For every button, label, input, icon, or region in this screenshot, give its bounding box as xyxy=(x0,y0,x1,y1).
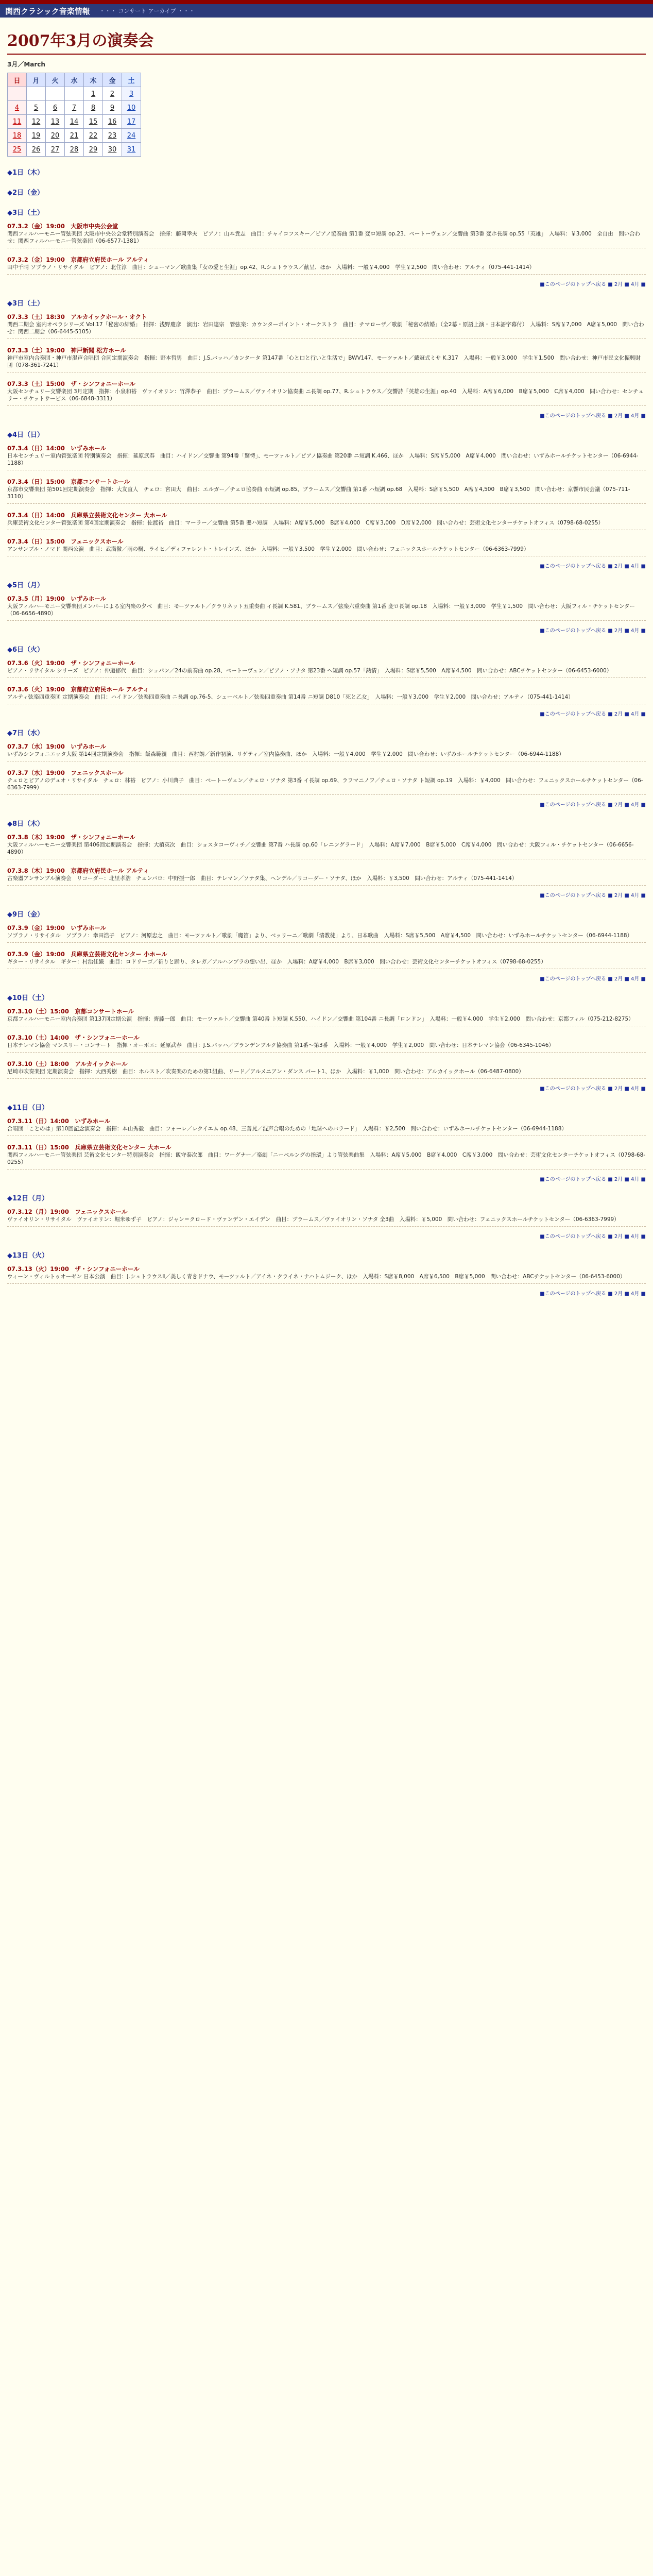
concert-entry xyxy=(7,657,646,678)
concert-details: いずみシンフォニエッタ大阪 第14回定期演奏会 指揮：飯森範親 曲目：西村朗／新作初演、リゲティ／室内協奏曲、ほか 入場料：一般￥4,000 学生￥2,000 問い合わせ：いずみホールチケットセンター（06-6944-1188） xyxy=(7,751,564,757)
calendar-day[interactable] xyxy=(84,115,103,129)
calendar-day[interactable] xyxy=(122,143,141,157)
calendar-day[interactable] xyxy=(84,87,103,101)
back-to-top-links[interactable]: ■このページのトップへ戻る ■ 2月 ■ 4月 ■ xyxy=(540,1086,646,1092)
concert-heading: 07.3.4（日）15:00 フェニックスホール xyxy=(7,538,124,545)
concert-heading: 07.3.9（金）19:00 兵庫県立芸術文化センター 小ホール xyxy=(7,951,167,958)
calendar-day-link[interactable]: 19 xyxy=(31,131,41,140)
calendar-day-link[interactable]: 14 xyxy=(70,117,79,126)
calendar-day[interactable] xyxy=(46,129,65,143)
concert-entry xyxy=(7,831,646,859)
concert-entry xyxy=(7,683,646,704)
date-heading: ◆3日（土） xyxy=(7,209,44,217)
entry-divider xyxy=(7,338,646,339)
concert-entry xyxy=(7,592,646,621)
concert-heading: 07.3.9（金）19:00 いずみホール xyxy=(7,924,107,931)
date-heading: ◆6日（火） xyxy=(7,646,44,654)
calendar-day[interactable] xyxy=(8,129,27,143)
concert-heading: 07.3.7（水）19:00 フェニックスホール xyxy=(7,769,124,776)
calendar-day-link[interactable]: 24 xyxy=(127,131,136,140)
calendar-day[interactable] xyxy=(27,101,46,115)
back-to-top-links[interactable]: ■このページのトップへ戻る ■ 2月 ■ 4月 ■ xyxy=(540,893,646,899)
calendar-day-link[interactable]: 16 xyxy=(108,117,117,126)
concert-details: 日本センチュリー室内管弦楽団 特別演奏会 指揮：延原武春 曲目：ハイドン／交響曲 第94番「驚愕」、モーツァルト／ピアノ協奏曲 第20番 ニ短調 K.466、ほか 入場料：S席￥5,000 A席￥4,000 問い合わせ：いずみホールチケットセンター（06-6944-1188） xyxy=(7,453,639,466)
calendar-day-link[interactable]: 30 xyxy=(108,145,117,154)
concert-entry xyxy=(7,220,646,248)
calendar-day-link[interactable]: 8 xyxy=(91,104,96,112)
calendar-day-link[interactable]: 26 xyxy=(31,145,41,154)
back-to-top-links[interactable]: ■このページのトップへ戻る ■ 2月 ■ 4月 ■ xyxy=(540,413,646,419)
concert-details: アルティ弦楽四重奏団 定期演奏会 曲目：ハイドン／弦楽四重奏曲 ニ長調 op.76-5、シューベルト／弦楽四重奏曲 第14番 ニ短調 D810「死と乙女」 入場料：一般￥3,000 学生￥2,000 問い合わせ：アルティ（075-441-1414） xyxy=(7,694,574,700)
calendar-day-link[interactable]: 13 xyxy=(50,117,60,126)
concert-details: 合唱団「ことのは」第10回記念演奏会 指揮：本山秀毅 曲目：フォーレ／レクイエム op.48、三善晃／混声合唱のための「地球へのバラード」 入場料：￥2,500 問い合わせ：いずみホールチケットセンター（06-6944-1188） xyxy=(7,1126,567,1132)
entry-divider xyxy=(7,794,646,795)
date-heading: ◆3日（土） xyxy=(7,300,44,308)
concert-heading: 07.3.8（木）19:00 京都府立府民ホール アルティ xyxy=(7,867,149,874)
concert-entry xyxy=(7,1206,646,1227)
calendar-week-row xyxy=(8,115,141,129)
back-to-top-links[interactable]: ■このページのトップへ戻る ■ 2月 ■ 4月 ■ xyxy=(540,711,646,717)
calendar-day-link[interactable]: 11 xyxy=(12,117,22,126)
calendar-day[interactable] xyxy=(103,129,122,143)
back-to-top-links[interactable]: ■このページのトップへ戻る ■ 2月 ■ 4月 ■ xyxy=(540,564,646,569)
calendar-week-row xyxy=(8,101,141,115)
concert-details: 神戸市室内合奏団・神戸市混声合唱団 合同定期演奏会 指揮：野本哲男 曲目：J.S.バッハ／カンタータ 第147番「心と口と行いと生活で」BWV147、モーツァルト／戴冠式ミサ K.317 入場料：一般￥3,000 学生￥1,500 問い合わせ：神戸市民文化振興財団（078-361-7241） xyxy=(7,355,641,368)
concert-entry xyxy=(7,1005,646,1026)
concert-entry xyxy=(7,1031,646,1053)
calendar-day-link[interactable]: 9 xyxy=(110,104,115,112)
calendar-day[interactable] xyxy=(8,115,27,129)
concert-details: ウィーン・ヴィルトゥオーゼン 日本公演 曲目：J.シュトラウスⅡ／美しく青きドナウ、モーツァルト／アイネ・クライネ・ナハトムジーク、ほか 入場料：S席￥8,000 A席￥6,500 B席￥5,000 問い合わせ：ABCチケットセンター（06-6453-6000） xyxy=(7,1274,626,1280)
calendar-week-row xyxy=(8,143,141,157)
back-to-top-links[interactable]: ■このページのトップへ戻る ■ 2月 ■ 4月 ■ xyxy=(540,1177,646,1182)
entry-divider xyxy=(7,503,646,504)
concert-heading: 07.3.10（土）14:00 ザ・シンフォニーホール xyxy=(7,1034,140,1041)
calendar-day-link[interactable]: 18 xyxy=(12,131,22,140)
concert-heading: 07.3.13（火）19:00 ザ・シンフォニーホール xyxy=(7,1265,140,1273)
calendar-day[interactable] xyxy=(103,143,122,157)
concert-details: ヴァイオリン・リサイタル ヴァイオリン：堀米ゆず子 ピアノ：ジャン＝クロード・ヴァンデン・エイデン 曲目：ブラームス／ヴァイオリン・ソナタ 全3曲 入場料：￥5,000 問い合わせ：フェニックスホールチケットセンター（06-6363-7999） xyxy=(7,1216,620,1223)
title-divider xyxy=(7,54,646,55)
concert-entry xyxy=(7,865,646,886)
back-to-top-links[interactable]: ■このページのトップへ戻る ■ 2月 ■ 4月 ■ xyxy=(540,1291,646,1297)
month-label: 3月／March xyxy=(7,61,45,68)
calendar-day-link[interactable]: 3 xyxy=(129,90,134,98)
calendar-day xyxy=(27,87,46,101)
calendar-day-link[interactable]: 1 xyxy=(91,90,96,98)
date-heading[interactable]: ◆2日（金） xyxy=(7,189,44,197)
calendar-day-link[interactable]: 29 xyxy=(89,145,98,154)
date-heading: ◆13日（火） xyxy=(7,1252,49,1260)
concert-details: ソプラノ・リサイタル ソプラノ：幸田浩子 ピアノ：河原忠之 曲目：モーツァルト／歌劇「魔笛」より、ベッリーニ／歌劇「清教徒」より、日本歌曲 入場料：S席￥5,500 A席￥4,500 問い合わせ：いずみホールチケットセンター（06-6944-1188） xyxy=(7,933,633,939)
concert-details: 日本テレマン協会 マンスリー・コンサート 指揮・オーボエ：延原武春 曲目：J.S.バッハ／ブランデンブルク協奏曲 第1番～第3番 入場料：一般￥4,000 学生￥2,000 問い合わせ：日本テレマン協会（06-6345-1046） xyxy=(7,1042,554,1048)
site-header xyxy=(0,4,653,18)
concert-heading: 07.3.6（火）19:00 ザ・シンフォニーホール xyxy=(7,659,135,667)
calendar-day[interactable] xyxy=(122,115,141,129)
entry-divider xyxy=(7,1169,646,1170)
calendar-day[interactable] xyxy=(84,101,103,115)
concert-heading: 07.3.8（木）19:00 ザ・シンフォニーホール xyxy=(7,834,135,841)
concert-heading: 07.3.4（日）14:00 兵庫県立芸術文化センター 大ホール xyxy=(7,512,167,519)
concert-details: チェロとピアノのデュオ・リサイタル チェロ：林裕 ピアノ：小川典子 曲目：ベートーヴェン／チェロ・ソナタ 第3番 イ長調 op.69、ラフマニノフ／チェロ・ソナタ ト短調 op.19 入場料：￥4,000 問い合わせ：フェニックスホールチケットセンター（06-6363-7999） xyxy=(7,777,643,791)
calendar-day[interactable] xyxy=(65,129,84,143)
calendar-day[interactable] xyxy=(8,101,27,115)
calendar-day xyxy=(46,87,65,101)
concert-heading: 07.3.4（日）15:00 京都コンサートホール xyxy=(7,478,130,485)
entry-divider xyxy=(7,942,646,943)
page-title: 2007年3月の演奏会 xyxy=(7,32,154,50)
calendar-day[interactable] xyxy=(8,143,27,157)
concert-heading: 07.3.4（日）14:00 いずみホール xyxy=(7,445,107,452)
calendar-day xyxy=(8,87,27,101)
entry-divider xyxy=(7,1283,646,1284)
calendar-day[interactable] xyxy=(27,143,46,157)
entry-divider xyxy=(7,1226,646,1227)
concert-listings xyxy=(0,207,653,1297)
date-heading: ◆11日（日） xyxy=(7,1104,49,1112)
concert-entry xyxy=(7,535,646,556)
calendar-day[interactable] xyxy=(84,129,103,143)
calendar-day[interactable] xyxy=(27,115,46,129)
concert-heading: 07.3.3（土）18:30 アルカイックホール・オクト xyxy=(7,313,147,320)
entry-divider xyxy=(7,1078,646,1079)
calendar-day[interactable] xyxy=(122,87,141,101)
concert-details: ギター・リサイタル ギター：村治佳織 曲目：ロドリーゴ／祈りと踊り、タレガ／アルハンブラの想い出、ほか 入場料：A席￥4,000 B席￥3,000 問い合わせ：芸術文化センターチケットオフィス（0798-68-0255） xyxy=(7,959,546,965)
concert-heading: 07.3.2（金）19:00 京都府立府民ホール アルティ xyxy=(7,256,149,263)
concert-details: 古楽器アンサンブル演奏会 リコーダー：北里孝浩 チェンバロ：中野振一郎 曲目：テレマン／ソナタ集、ヘンデル／リコーダー・ソナタ、ほか 入場料：￥3,500 問い合わせ：アルティ（075-441-1414） xyxy=(7,875,518,882)
intro-dates xyxy=(7,167,646,197)
concert-heading: 07.3.10（土）15:00 京都コンサートホール xyxy=(7,1008,134,1015)
date-heading: ◆5日（月） xyxy=(7,582,44,589)
concert-details: ピアノ・リサイタル シリーズ ピアノ：仲道郁代 曲目：ショパン／24の前奏曲 op.28、ベートーヴェン／ピアノ・ソナタ 第23番 ヘ短調 op.57「熱情」 入場料：S席￥5,500 A席￥4,500 問い合わせ：ABCチケットセンター（06-6453-6000） xyxy=(7,668,612,674)
concert-entry xyxy=(7,344,646,372)
concert-details: 田中千晴 ソプラノ・リサイタル ピアノ：北住淳 曲目：シューマン／歌曲集「女の愛と生涯」op.42、R.シュトラウス／献呈、ほか 入場料：一般￥4,000 学生￥2,500 問い合わせ：アルティ（075-441-1414） xyxy=(7,264,535,270)
calendar-day[interactable] xyxy=(65,115,84,129)
weekday-wed: 水 xyxy=(65,73,84,87)
date-heading: ◆7日（水） xyxy=(7,730,44,737)
back-to-top-links[interactable]: ■このページのトップへ戻る ■ 2月 ■ 4月 ■ xyxy=(540,282,646,287)
date-heading: ◆10日（土） xyxy=(7,994,49,1002)
concert-details: 京都市交響楽団 第501回定期演奏会 指揮：大友直人 チェロ：宮田大 曲目：エルガー／チェロ協奏曲 ホ短調 op.85、ブラームス／交響曲 第1番 ハ短調 op.68 入場料：S席￥5,500 A席￥4,500 B席￥3,500 問い合わせ：京響市民会議（075-711-3110） xyxy=(7,486,630,500)
calendar-day[interactable] xyxy=(103,87,122,101)
calendar-day-link[interactable]: 22 xyxy=(89,131,98,140)
concert-heading: 07.3.11（日）15:00 兵庫県立芸術文化センター 大ホール xyxy=(7,1144,171,1151)
concert-entry xyxy=(7,948,646,969)
concert-heading: 07.3.6（火）19:00 京都府立府民ホール アルティ xyxy=(7,686,149,693)
weekday-sun: 日 xyxy=(8,73,27,87)
concert-heading: 07.3.5（月）19:00 いずみホール xyxy=(7,595,107,602)
calendar-day-link[interactable]: 21 xyxy=(70,131,79,140)
concert-entry xyxy=(7,378,646,406)
entry-divider xyxy=(7,274,646,275)
entry-divider xyxy=(7,620,646,621)
calendar-day[interactable] xyxy=(65,101,84,115)
calendar-day[interactable] xyxy=(103,101,122,115)
calendar-day-link[interactable]: 2 xyxy=(110,90,115,98)
concert-details: 大阪フィルハーモニー交響楽団 第406回定期演奏会 指揮：大植英次 曲目：ショスタコーヴィチ／交響曲 第7番 ハ長調 op.60「レニングラード」 入場料：A席￥7,000 B席￥5,000 C席￥4,000 問い合わせ：大阪フィル・チケットセンター（06-6656-4890） xyxy=(7,842,634,855)
concert-entry xyxy=(7,1141,646,1170)
concert-heading: 07.3.7（水）19:00 いずみホール xyxy=(7,743,107,750)
concert-heading: 07.3.11（日）14:00 いずみホール xyxy=(7,1117,111,1125)
calendar-day-link[interactable]: 31 xyxy=(127,145,136,154)
concert-details: 大阪フィルハーモニー交響楽団メンバーによる室内楽の夕べ 曲目：モーツァルト／クラリネット五重奏曲 イ長調 K.581、ブラームス／弦楽六重奏曲 第1番 変ロ長調 op.18 入場料：一般￥3,000 学生￥1,500 問い合わせ：大阪フィル・チケットセンター（06-6656-4890） xyxy=(7,603,635,617)
concert-heading: 07.3.3（土）19:00 神戸新聞 松方ホール xyxy=(7,347,126,354)
concert-details: 大阪センチュリー交響楽団 3月定期 指揮：小泉和裕 ヴァイオリン：竹澤恭子 曲目：ブラームス／ヴァイオリン協奏曲 ニ長調 op.77、R.シュトラウス／交響詩「英雄の生涯」op.40 入場料：A席￥6,000 B席￥5,000 C席￥4,000 問い合わせ：センチュリー・チケットサービス（06-6848-3311） xyxy=(7,388,644,402)
date-heading[interactable]: ◆1日（木） xyxy=(7,169,44,177)
date-heading: ◆12日（月） xyxy=(7,1195,49,1202)
calendar-day-link[interactable]: 12 xyxy=(31,117,41,126)
entry-divider xyxy=(7,405,646,406)
concert-details: 兵庫芸術文化センター管弦楽団 第4回定期演奏会 指揮：佐渡裕 曲目：マーラー／交響曲 第5番 嬰ハ短調 入場料：A席￥5,000 B席￥4,000 C席￥3,000 D席￥2,000 問い合わせ：芸術文化センターチケットオフィス（0798-68-0255） xyxy=(7,520,604,526)
concert-entry xyxy=(7,740,646,761)
calendar-day-link[interactable]: 20 xyxy=(50,131,60,140)
calendar-day[interactable] xyxy=(27,129,46,143)
date-heading: ◆8日（木） xyxy=(7,820,44,828)
calendar-day-link[interactable]: 7 xyxy=(72,104,77,112)
calendar-day[interactable] xyxy=(122,129,141,143)
calendar-day-link[interactable]: 15 xyxy=(89,117,98,126)
calendar-day-link[interactable]: 4 xyxy=(14,104,20,112)
calendar-day xyxy=(65,87,84,101)
concert-entry xyxy=(7,442,646,470)
entry-divider xyxy=(7,1052,646,1053)
concert-entry xyxy=(7,253,646,275)
calendar-day-link[interactable]: 6 xyxy=(53,104,58,112)
concert-details: 関西フィルハーモニー管弦楽団 大阪市中央公会堂特別演奏会 指揮：藤岡幸夫 ピアノ：山本貴志 曲目：チャイコフスキー／ピアノ協奏曲 第1番 変ロ短調 op.23、ベートーヴェン／交響曲 第3番 変ホ長調 op.55「英雄」 入場料：￥3,000 全自由 問い合わせ：関西フィルハーモニー管弦楽団（06-6577-1381） xyxy=(7,231,641,244)
concert-heading: 07.3.2（金）19:00 大阪市中央公会堂 xyxy=(7,223,118,230)
concert-details: 尼崎市吹奏楽団 定期演奏会 指揮：大西秀樹 曲目：ホルスト／吹奏楽のための第1組曲、リード／アルメニアン・ダンス パート1、ほか 入場料：￥1,000 問い合わせ：アルカイックホール（06-6487-0800） xyxy=(7,1069,524,1075)
calendar-day[interactable] xyxy=(65,143,84,157)
calendar-day[interactable] xyxy=(84,143,103,157)
concert-entry xyxy=(7,311,646,339)
concert-heading: 07.3.10（土）18:00 アルカイックホール xyxy=(7,1060,128,1067)
calendar-week-row xyxy=(8,129,141,143)
top-accent-bar xyxy=(0,0,653,4)
back-to-top-links[interactable]: ■このページのトップへ戻る ■ 2月 ■ 4月 ■ xyxy=(540,1234,646,1240)
date-heading: ◆9日（金） xyxy=(7,911,44,919)
entry-divider xyxy=(7,677,646,678)
month-calendar xyxy=(7,73,141,157)
back-to-top-links[interactable]: ■このページのトップへ戻る ■ 2月 ■ 4月 ■ xyxy=(540,976,646,982)
back-to-top-links[interactable]: ■このページのトップへ戻る ■ 2月 ■ 4月 ■ xyxy=(540,628,646,634)
back-to-top-links[interactable]: ■このページのトップへ戻る ■ 2月 ■ 4月 ■ xyxy=(540,802,646,808)
concert-entry xyxy=(7,1263,646,1284)
concert-heading: 07.3.12（月）19:00 フェニックスホール xyxy=(7,1208,128,1215)
calendar-day-link[interactable]: 27 xyxy=(50,145,60,154)
weekday-tue: 火 xyxy=(46,73,65,87)
concert-entry xyxy=(7,476,646,504)
calendar-day-link[interactable]: 25 xyxy=(12,145,22,154)
concert-entry xyxy=(7,767,646,795)
weekday-sat: 土 xyxy=(122,73,141,87)
calendar-weekday-row xyxy=(8,73,141,87)
calendar-day[interactable] xyxy=(122,101,141,115)
concert-heading: 07.3.3（土）15:00 ザ・シンフォニーホール xyxy=(7,380,135,387)
calendar-day[interactable] xyxy=(46,101,65,115)
calendar-week-row xyxy=(8,87,141,101)
entry-divider xyxy=(7,885,646,886)
calendar-day-link[interactable]: 10 xyxy=(127,104,136,112)
concert-entry xyxy=(7,1058,646,1079)
concert-entry xyxy=(7,1115,646,1136)
site-title[interactable]: 関西クラシック音楽情報 xyxy=(5,6,90,16)
calendar-day-link[interactable]: 5 xyxy=(33,104,39,112)
concert-details: 京都フィルハーモニー室内合奏団 第137回定期公演 指揮：齊藤一郎 曲目：モーツァルト／交響曲 第40番 ト短調 K.550、ハイドン／交響曲 第104番 ニ長調「ロンドン」 入場料：一般￥4,000 学生￥2,000 問い合わせ：京都フィル（075-212-8275） xyxy=(7,1016,634,1022)
weekday-thu: 木 xyxy=(84,73,103,87)
weekday-fri: 金 xyxy=(103,73,122,87)
date-heading: ◆4日（日） xyxy=(7,431,44,439)
calendar-day[interactable] xyxy=(103,115,122,129)
concert-details: 関西フィルハーモニー管弦楽団 芸術文化センター特別演奏会 指揮：飯守泰次郎 曲目：ワーグナー／楽劇「ニーベルングの指環」より管弦楽曲集 入場料：A席￥5,000 B席￥4,000 C席￥3,000 問い合わせ：芸術文化センターチケットオフィス（0798-68-0255） xyxy=(7,1152,646,1165)
calendar-day[interactable] xyxy=(46,115,65,129)
concert-details: 関西二期会 室内オペラシリーズ Vol.17「秘密の結婚」 指揮：浅野慶彦 演出：岩田達宗 管弦楽：カウンターポイント・オーケストラ 曲目：チマローザ／歌劇「秘密の結婚」（全2幕・原語上演・日本語字幕付） 入場料：S席￥7,000 A席￥5,000 問い合わせ：関西二期会（06-6445-5105） xyxy=(7,321,644,335)
calendar-day-link[interactable]: 23 xyxy=(108,131,117,140)
weekday-mon: 月 xyxy=(27,73,46,87)
calendar-day-link[interactable]: 17 xyxy=(127,117,136,126)
concert-entry xyxy=(7,509,646,530)
calendar-day[interactable] xyxy=(46,143,65,157)
concert-details: アンサンブル・ノマド 関西公演 曲目：武満徹／雨の樹、ライヒ／ディファレント・トレインズ、ほか 入場料：一般￥3,500 学生￥2,000 問い合わせ：フェニックスホールチケットセンター（06-6363-7999） xyxy=(7,546,529,552)
calendar-day-link[interactable]: 28 xyxy=(70,145,79,154)
breadcrumb[interactable]: ・・・ コンサート アーカイブ ・・・ xyxy=(99,8,195,14)
concert-entry xyxy=(7,922,646,943)
